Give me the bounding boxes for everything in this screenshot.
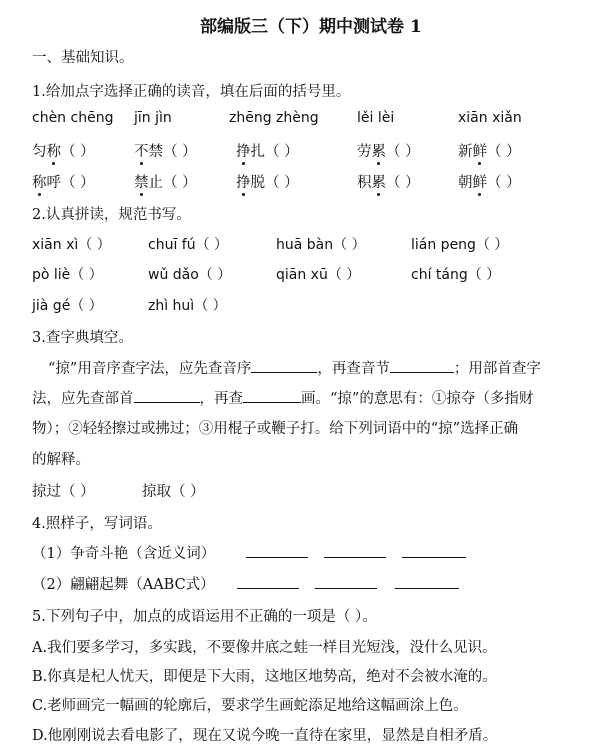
question-3-stem: 3.查字典填空。 (32, 330, 133, 346)
word-item: 称呼（ ） (32, 175, 95, 191)
pinyin-item: chuī fú（ ） (148, 237, 229, 253)
answer-blank[interactable] (251, 358, 317, 373)
pinyin-option: chèn chēng (32, 110, 114, 126)
word-item: 掠过（ ） (32, 484, 95, 500)
answer-blank[interactable] (402, 557, 466, 558)
answer-blank[interactable] (390, 358, 454, 373)
word-item: 掠取（ ） (142, 484, 205, 500)
pinyin-option: zhēng zhèng (229, 110, 319, 126)
pinyin-option: lěi lèi (357, 110, 395, 126)
word-item: 禁止（ ） (134, 175, 197, 191)
paragraph-line: “掠”用音序查字法，应先查音序 ，再查音节 ；用部首查字 (48, 357, 541, 378)
word-item: 匀称（ ） (32, 144, 95, 160)
question-4-stem: 4.照样子，写词语。 (32, 516, 162, 532)
answer-blank[interactable] (246, 557, 308, 558)
pinyin-option: xiān xiǎn (458, 110, 522, 126)
pinyin-item: qiān xū（ ） (276, 267, 361, 283)
question-5-stem: 5.下列句子中，加点的成语运用不正确的一项是（ ）。 (32, 609, 377, 625)
question-1-stem: 1.给加点字选择正确的读音，填在后面的括号里。 (32, 84, 351, 100)
word-item: 不禁（ ） (134, 144, 197, 160)
answer-blank[interactable] (243, 388, 301, 403)
answer-blank[interactable] (134, 388, 200, 403)
word-item: 劳累（ ） (357, 144, 420, 160)
word-item: 挣扎（ ） (236, 144, 299, 160)
pinyin-item: jià gé（ ） (32, 298, 103, 314)
word-item: 挣脱（ ） (236, 175, 299, 191)
choice-b[interactable]: B.你真是杞人忧天，即便是下大雨，这地区地势高，绝对不会被水淹的。 (32, 669, 497, 685)
paragraph-line: 的解释。 (32, 452, 90, 468)
answer-blank[interactable] (315, 588, 377, 589)
answer-blank[interactable] (324, 557, 386, 558)
choice-d[interactable]: D.他刚刚说去看电影了，现在又说今晚一直待在家里，显然是自相矛盾。 (32, 728, 498, 744)
word-item: 朝鲜（ ） (458, 175, 521, 191)
pinyin-item: wǔ dǎo（ ） (148, 267, 232, 283)
pinyin-option: jīn jìn (134, 110, 172, 126)
paragraph-line: 物）；②轻轻擦过或拂过；③用棍子或鞭子打。给下列词语中的“掠”选择正确 (32, 421, 519, 437)
pinyin-item: zhì huì（ ） (148, 298, 227, 314)
choice-c[interactable]: C.老师画完一幅画的轮廓后，要求学生画蛇添足地给这幅画涂上色。 (32, 698, 468, 714)
page-title: 部编版三（下）期中测试卷 1 (200, 17, 422, 37)
sub-item: （1）争奇斗艳（含近义词） (32, 546, 216, 562)
answer-blank[interactable] (395, 588, 459, 589)
paragraph-line: 法，应先查部首 ，再查 画。“掠”的意思有：①掠夺（多指财 (32, 387, 533, 408)
pinyin-item: chí táng（ ） (411, 267, 501, 283)
pinyin-item: huā bàn（ ） (276, 237, 366, 253)
answer-blank[interactable] (237, 588, 299, 589)
word-item: 新鲜（ ） (458, 144, 521, 160)
section-heading: 一、基础知识。 (32, 50, 134, 66)
pinyin-item: lián peng（ ） (411, 237, 509, 253)
question-2-stem: 2.认真拼读，规范书写。 (32, 207, 191, 223)
pinyin-item: pò liè（ ） (32, 267, 103, 283)
word-item: 积累（ ） (357, 175, 420, 191)
choice-a[interactable]: A.我们要多学习，多实践，不要像井底之蛙一样目光短浅，没什么见识。 (32, 640, 497, 656)
pinyin-item: xiān xì（ ） (32, 237, 111, 253)
sub-item: （2）翩翩起舞（AABC式） (32, 577, 215, 593)
